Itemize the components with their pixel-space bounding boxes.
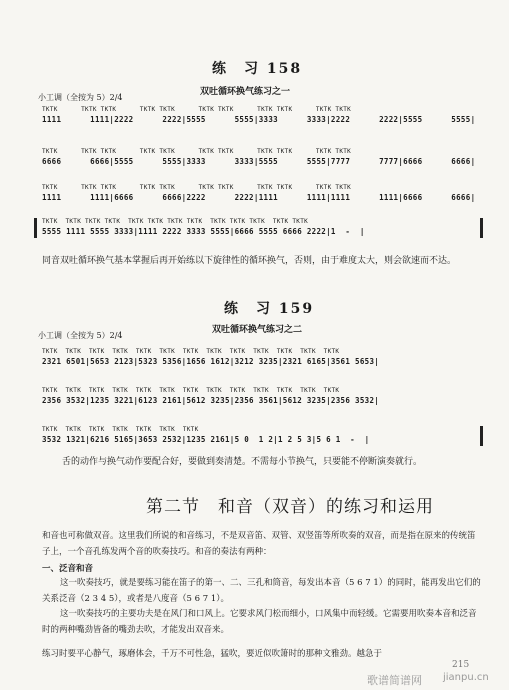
exercise-159-subtitle: 双吐循环换气练习之二 [212,325,303,335]
notes-line: 2321 6501|5653 2123|5323 5356|1656 1612|3212 3235|2321 6165|3561 5653| [42,357,380,366]
notes-line: 1111 1111|2222 2222|5555 5555|3333 3333|2222 2222|5555 5555| [42,115,476,124]
exercise-159-note: 舌的动作与换气动作要配合好，要做到奏清楚。不需每小节换气，只要能不停断演奏就行。 [62,457,423,467]
watermark: 歌谱简谱网 [367,674,422,687]
articulation-line: TKTK TKTK TKTK TKTK TKTK TKTK TKTK TKTK TKTK TKTK TKTK [42,184,352,191]
paragraph: 这一吹奏技巧，就是要练习能在笛子的第一、二、三孔和筒音，每发出本音（5 6 7 1）的同时，能再发出它们的关系泛音（2 3 4 5），或者是八度音（5 6 7 1）。 [42,578,481,604]
articulation-line: TKTK TKTK TKTK TKTK TKTK TKTK TKTK [42,426,199,433]
score-row [12,146,486,172]
final-bar [480,426,483,446]
notes-line: 3532 1321|6216 5165|3653 2532|1235 2161|5 0 1 2|1 2 5 3|5 6 1 - | [42,435,370,444]
exercise-158-subtitle: 双吐循环换气练习之一 [200,87,291,97]
paragraph: 练习时要平心静气，琢磨体会，千万不可性急，猛吹，要近似吹箫时的那种文雅劲。越急于 [42,649,383,659]
score-row [12,346,486,372]
score-row [12,182,486,208]
exercise-158-title: 练 习 158 [212,61,303,77]
score-row [12,216,486,242]
notes-line: 2356 3532|1235 3221|6123 2161|5612 3235|2356 3561|5612 3235|2356 3532| [42,396,380,405]
score-row [12,385,486,411]
final-bar [480,218,483,238]
notes-line: 6666 6666|5555 5555|3333 3333|5555 5555|7777 7777|6666 6666| [42,157,476,166]
score-row [12,424,486,450]
page-number: 215 [452,660,470,670]
paragraph: 这一吹奏技巧的主要功夫是在风门和口风上。它要求风门松而细小，口风集中而轻缓。它需要用吹奏本音和泛音时的两种嘴劲皆备的嘴劲去吹，才能发出双音来。 [42,609,477,635]
exercise-158-note: 同音双吐循环换气基本掌握后再开始练以下旋律性的循环换气，否则，由于难度太大，则会欲速而不达。 [42,256,457,266]
articulation-line: TKTK TKTK TKTK TKTK TKTK TKTK TKTK TKTK TKTK TKTK TKTK TKTK TKTK [42,348,340,355]
exercise-159-title: 练 习 159 [224,301,315,317]
subheading: 一、泛音和音 [42,564,94,574]
notes-line: 5555 1111 5555 3333|1111 2222 3333 5555|6666 5555 6666 2222|1 - | [42,227,365,236]
articulation-line: TKTK TKTK TKTK TKTK TKTK TKTK TKTK TKTK TKTK TKTK TKTK TKTK TKTK [42,218,309,225]
notes-line: 1111 1111|6666 6666|2222 2222|1111 1111|1111 1111|6666 6666| [42,193,476,202]
paragraph: 和音也可称做双音。这里我们所说的和音练习，不是双音笛、双管、双竖笛等所吹奏的双音，而是指在原来的传统笛子上，一个音孔练发两个音的吹奏技巧。和音的奏法有两种： [42,531,476,557]
repeat-start-bar [34,218,37,238]
section-title: 第二节 和音（双音）的练习和运用 [146,497,434,517]
articulation-line: TKTK TKTK TKTK TKTK TKTK TKTK TKTK TKTK TKTK TKTK TKTK [42,148,352,155]
exercise-159-key: 小工调（全按为 5）2/4 [38,331,123,340]
articulation-line: TKTK TKTK TKTK TKTK TKTK TKTK TKTK TKTK TKTK TKTK TKTK [42,106,352,113]
score-row [12,104,486,130]
exercise-158-key: 小工调（全按为 5）2/4 [38,93,123,102]
articulation-line: TKTK TKTK TKTK TKTK TKTK TKTK TKTK TKTK TKTK TKTK TKTK TKTK TKTK [42,387,340,394]
watermark-url: jianpu.cn [443,672,489,683]
